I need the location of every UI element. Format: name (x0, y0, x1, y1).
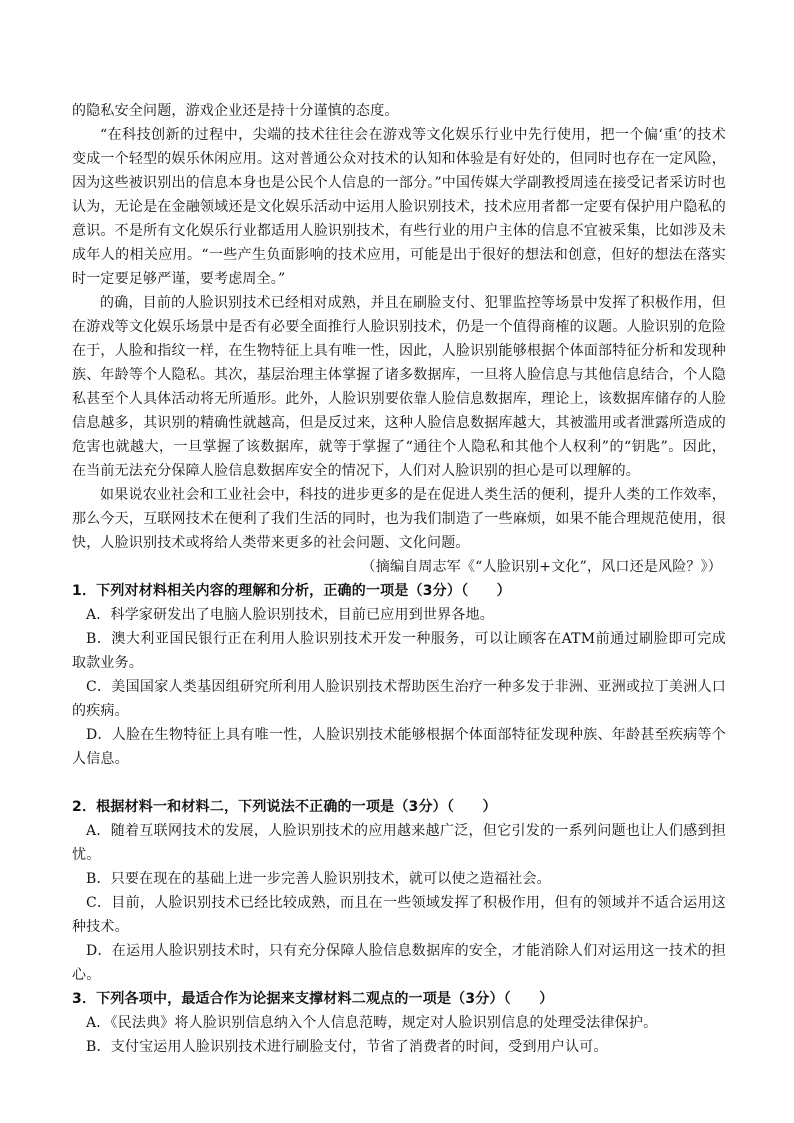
passage-paragraph: 的隐私安全问题，游戏企业还是持十分谨慎的态度。 (72, 103, 399, 119)
option-c: C．美国国家人类基因组研究所利用人脸识别技术帮助医生治疗一种多发于非洲、亚洲或拉丁美洲人口的疾病。 (72, 679, 726, 719)
question-1 (72, 579, 726, 771)
option-a: A．科学家研发出了电脑人脸识别技术，目前已应用到世界各地。 (86, 607, 494, 623)
question-stem: 2．根据材料一和材料二，下列说法不正确的一项是（3分）（ ） (72, 799, 497, 815)
question-3 (72, 987, 726, 1059)
option-b: B．澳大利亚国民银行正在利用人脸识别技术开发一种服务，可以让顾客在ATM前通过刷脸即可完成取款业务。 (72, 631, 726, 671)
passage-source: （摘编自周志军《“人脸识别+文化”，风口还是风险？》） (361, 559, 722, 575)
question-2 (72, 795, 726, 987)
passage-paragraph: 如果说农业社会和工业社会中，科技的进步更多的是在促进人类生活的便利，提升人类的工作效率，那么今天，互联网技术在便利了我们生活的同时，也为我们制造了一些麻烦，如果不能合理规范使用，很快，人脸识别技术或将给人类带来更多的社会问题、文化问题。 (72, 487, 726, 551)
reading-passage (72, 99, 726, 579)
option-b: B．支付宝运用人脸识别技术进行刷脸支付，节省了消费者的时间，受到用户认可。 (86, 1039, 608, 1055)
passage-paragraph: 的确，目前的人脸识别技术已经相对成熟，并且在刷脸支付、犯罪监控等场景中发挥了积极作用，但在游戏等文化娱乐场景中是否有必要全面推行人脸识别技术，仍是一个值得商榷的议题。人脸识别的危险在于，人脸和指纹一样，在生物特征上具有唯一性，因此，人脸识别能够根据个体面部特征分析和发现种族、年龄等个人隐私。其次，基层治理主体掌握了诸多数据库，一旦将人脸信息与其他信息结合，个人隐私甚至个人具体活动将无所遁形。此外，人脸识别要依靠人脸信息数据库，理论上，该数据库储存的人脸信息越多，其识别的精确性就越高，但是反过来，这种人脸信息数据库越大，其被滥用或者泄露所造成的危害也就越大，一旦掌握了该数据库，就等于掌握了“通往个人隐私和其他个人权利”的“钥匙”。因此，在当前无法充分保障人脸信息数据库安全的情况下，人们对人脸识别的担心是可以理解的。 (72, 295, 726, 479)
spacer (72, 771, 726, 795)
option-a: A．随着互联网技术的发展，人脸识别技术的应用越来越广泛，但它引发的一系列问题也让人们感到担忧。 (72, 823, 726, 863)
option-d: D．人脸在生物特征上具有唯一性，人脸识别技术能够根据个体面部特征发现种族、年龄甚至疾病等个人信息。 (72, 727, 726, 767)
option-b: B．只要在现在的基础上进一步完善人脸识别技术，就可以使之造福社会。 (86, 871, 551, 887)
question-stem: 1．下列对材料相关内容的理解和分析，正确的一项是（3分）（ ） (72, 583, 511, 599)
question-stem: 3．下列各项中，最适合作为论据来支撑材料二观点的一项是（3分）（ ） (72, 991, 554, 1007)
passage-paragraph: “在科技创新的过程中，尖端的技术往往会在游戏等文化娱乐行业中先行使用，把一个偏‘重’的技术变成一个轻型的娱乐休闲应用。这对普通公众对技术的认知和体验是有好处的，但同时也存在一定风险，因为这些被识别出的信息本身也是公民个人信息的一部分。”中国传媒大学副教授周逵在接受记者采访时也认为，无论是在金融领域还是文化娱乐活动中运用人脸识别技术，技术应用者都一定要有保护用户隐私的意识。不是所有文化娱乐行业都适用人脸识别技术，有些行业的用户主体的信息不宜被采集，比如涉及未成年人的相关应用。“一些产生负面影响的技术应用，可能是出于很好的想法和创意，但好的想法在落实时一定要足够严谨，要考虑周全。” (72, 127, 726, 287)
option-c: C．目前，人脸识别技术已经比较成熟，而且在一些领域发挥了积极作用，但有的领域并不适合运用这种技术。 (72, 895, 726, 935)
option-d: D．在运用人脸识别技术时，只有充分保障人脸信息数据库的安全，才能消除人们对运用这一技术的担心。 (72, 943, 726, 983)
option-a: A．《民法典》将人脸识别信息纳入个人信息范畴，规定对人脸识别信息的处理受法律保护。 (86, 1015, 658, 1031)
